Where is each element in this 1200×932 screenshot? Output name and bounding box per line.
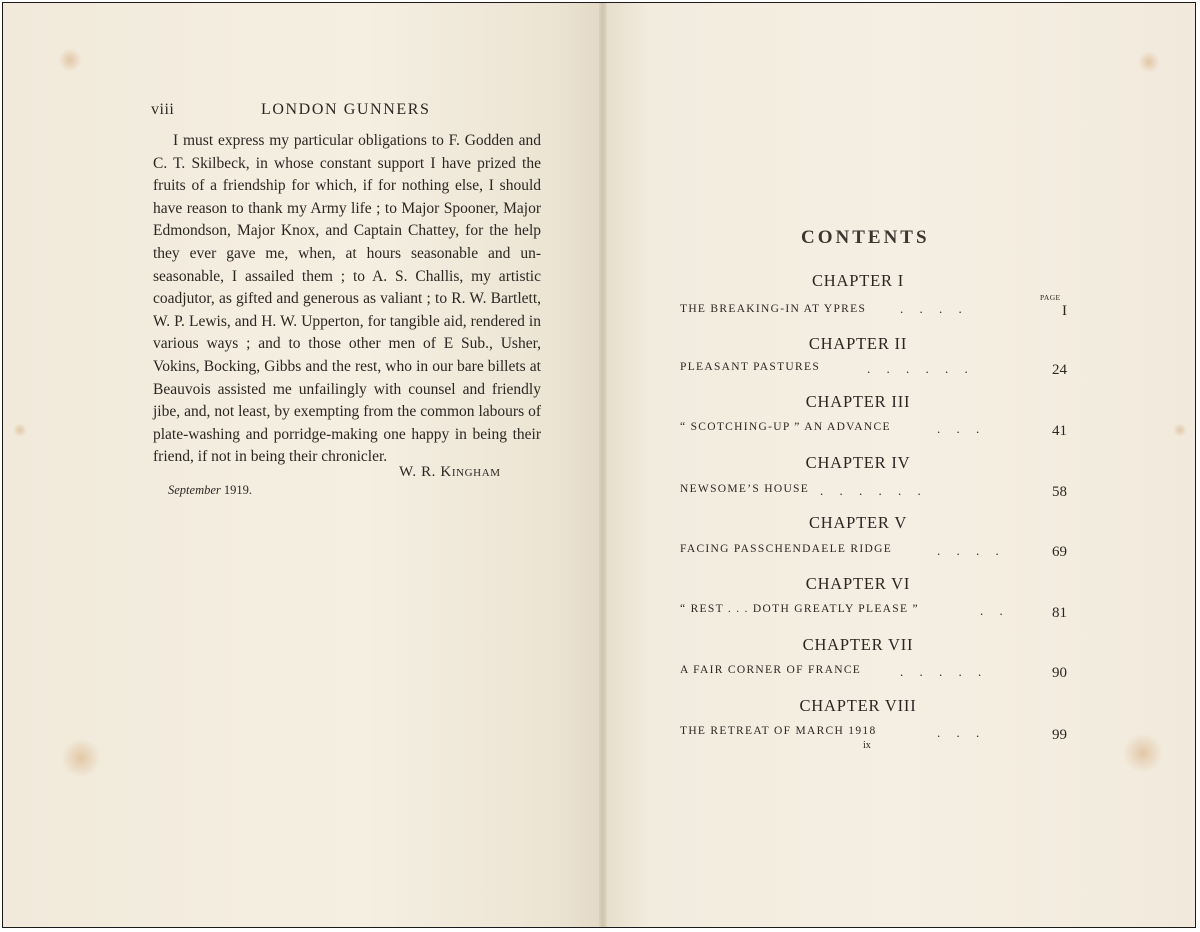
preface-date xyxy=(168,483,252,498)
book-spread xyxy=(2,2,1196,928)
chapter-page-number: I xyxy=(1062,303,1067,319)
foxing-spot xyxy=(1138,51,1160,73)
author-name: W. R. Kingham xyxy=(399,464,501,480)
chapter-title: THE RETREAT OF MARCH 1918 xyxy=(680,725,877,737)
chapter-heading: CHAPTER V xyxy=(808,513,908,532)
dot-leaders: . . . . . . xyxy=(820,483,921,498)
chapter-heading: CHAPTER IV xyxy=(805,453,911,472)
chapter-heading: CHAPTER II xyxy=(808,334,908,353)
dot-leaders: . . . . xyxy=(900,301,962,316)
date-year: 1919. xyxy=(223,483,253,497)
foxing-spot xyxy=(1123,733,1163,773)
chapter-page-number: 24 xyxy=(1052,362,1067,378)
author-signature xyxy=(399,464,501,481)
dot-leaders: . . xyxy=(980,603,1003,618)
chapter-title: A FAIR CORNER OF FRANCE xyxy=(680,664,862,676)
page-number-left: viii xyxy=(151,101,175,118)
dot-leaders: . . . xyxy=(937,725,980,740)
page-column-label: PAGE xyxy=(1040,293,1061,302)
foxing-spot xyxy=(13,423,27,437)
chapter-title: “ SCOTCHING-UP ” AN ADVANCE xyxy=(680,421,891,433)
chapter-page-number: 81 xyxy=(1052,605,1067,621)
contents-heading: CONTENTS xyxy=(801,227,930,248)
dot-leaders: . . . . xyxy=(937,543,999,558)
foxing-spot xyxy=(61,738,101,778)
dot-leaders: . . . . . xyxy=(900,664,982,679)
dot-leaders: . . . xyxy=(937,421,980,436)
chapter-title: “ REST . . . DOTH GREATLY PLEASE ” xyxy=(680,603,919,615)
chapter-page-number: 69 xyxy=(1052,544,1067,560)
book-gutter xyxy=(599,3,607,927)
chapter-heading: CHAPTER III xyxy=(805,392,911,411)
chapter-heading: CHAPTER I xyxy=(812,271,904,290)
chapter-page-number: 58 xyxy=(1052,484,1067,500)
running-title: LONDON GUNNERS xyxy=(261,101,431,118)
chapter-title: THE BREAKING-IN AT YPRES xyxy=(680,303,867,315)
chapter-page-number: 99 xyxy=(1052,727,1067,743)
acknowledgement-paragraph: I must express my particular obligations to F. Godden and C. T. Skilbeck, in whose constant support I have prized the fruits of a friendship for which, if for nothing else, I should have reason to thank my Army life ; to Major Spooner, Major Edmondson, Major Knox, and Captain Chattey, for the help they ever gave me, when, at hours seasonable and un-seasonable, I assailed them ; to A. S. Challis, my artistic coadjutor, as gifted and generous as valiant ; to R. W. Bartlett, W. P. Lewis, and H. W. Upperton, for tangible aid, rendered in various ways ; and to those other men of E Sub., Usher, Vokins, Bocking, Gibbs and the rest, who in our bare billets at Beauvois assisted me unfailingly with counsel and friendly jibe, and, not least, by exempting from the common labours of plate-washing and porridge-making one happy in being their friend, if not in being their chronicler. xyxy=(153,132,541,466)
chapter-heading: CHAPTER VIII xyxy=(799,696,917,715)
date-month: September xyxy=(168,483,221,497)
chapter-title: FACING PASSCHENDAELE RIDGE xyxy=(680,543,893,555)
running-head xyxy=(151,101,541,123)
chapter-title: PLEASANT PASTURES xyxy=(680,361,821,373)
foxing-spot xyxy=(58,48,82,72)
chapter-heading: CHAPTER VII xyxy=(802,635,914,654)
foxing-spot xyxy=(1173,423,1187,437)
chapter-title: NEWSOME’S HOUSE xyxy=(680,483,810,495)
chapter-heading: CHAPTER VI xyxy=(805,574,911,593)
chapter-page-number: 41 xyxy=(1052,423,1067,439)
page-number-right: ix xyxy=(863,740,871,751)
dot-leaders: . . . . . . xyxy=(867,361,968,376)
chapter-page-number: 90 xyxy=(1052,665,1067,681)
